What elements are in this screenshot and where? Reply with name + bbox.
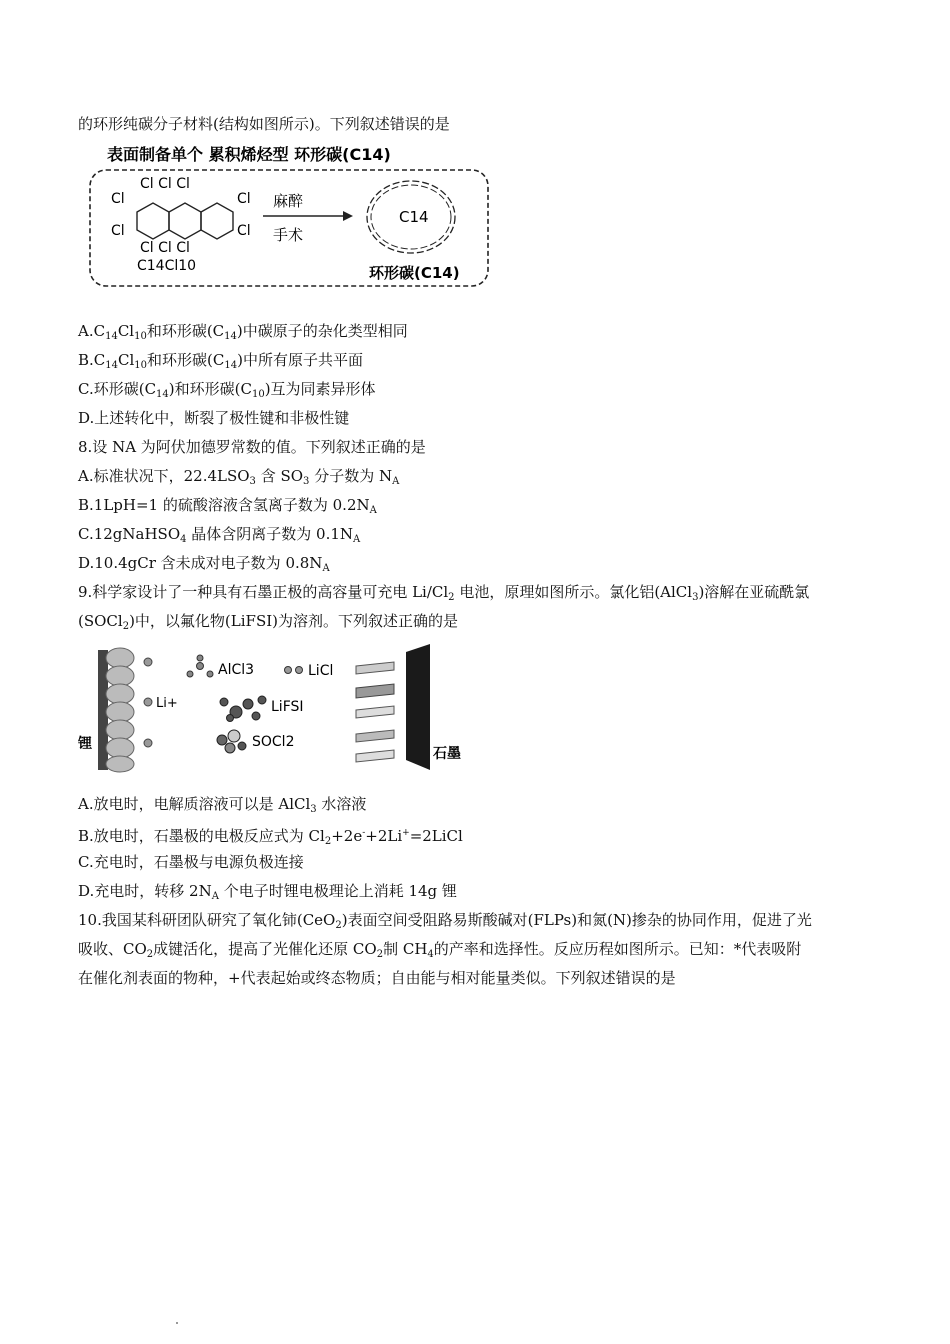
q7-option-b: $B.C_{14}Cl_{10}$和环形碳$(C_{14})$中所有原子共平面 [78,351,363,371]
figure-li-cl2-battery [76,640,476,775]
figure1-header: 表面制备单个 累积烯烃型 环形碳(C14) [107,145,391,164]
lithium-atoms [106,648,134,772]
arrow-bottom-label: 手术 [273,226,304,244]
q7-option-d: D.上述转化中，断裂了极性键和非极性键 [78,409,350,427]
q8-stem: 8.设 NA 为阿伏加德罗常数的值。下列叙述正确的是 [78,438,426,456]
cl-side-3: Cl [237,191,251,207]
q9-option-a: A.放电时，电解质溶液可以是 AlCl$_3$ 水溶液 [78,795,367,815]
socl2-label: SOCl2 [252,734,295,750]
li-ion-label: Li+ [156,696,178,711]
q9-option-d: D.充电时，转移 $2N_A$ 个电子时锂电极理论上消耗 14g 锂 [78,882,457,902]
intro-text: 的环形纯碳分子材料(结构如图所示)。下列叙述错误的是 [78,115,450,133]
q9-option-b: B.放电时，石墨极的电极反应式为 $Cl_2+2e^-+2Li^+=2LiCl$ [78,827,463,847]
arrow-top-label: 麻醉 [273,192,304,210]
q9-stem-line2: (SOCl$_2$)中，以氟化物(LiFSI)为溶剂。下列叙述正确的是 [78,612,459,632]
alcl3-label: AlCl3 [218,662,255,678]
figure-cyclocarbon-synthesis [85,140,495,292]
q7-option-a: $A.C_{14}Cl_{10}$和环形碳$(C_{14})$中碳原子的杂化类型相同 [78,322,408,342]
graphite-label: 石墨 [433,746,461,762]
q8-option-d: D.10.4gCr 含未成对电子数为 $0.8N_A$ [78,554,330,574]
q9-stem-line1: 9.科学家设计了一种具有石墨正极的高容量可充电 $Li/Cl_2$ 电池，原理如图所示。氯化铝(AlCl$_3$)溶解在亚硫酰氯 [78,583,810,603]
cl-top-atoms: Cl Cl Cl [140,176,190,192]
ring-label: C14 [399,208,429,226]
socl2-icon [217,730,246,753]
licl-label: LiCl [308,663,334,679]
q10-stem-line2: 吸收、$CO_2$成键活化，提高了光催化还原 $CO_2$制 $CH_4$的产率和选择性。反应历程如图所示。已知：*代表吸附 [78,940,802,960]
reactant-formula: C14Cl10 [137,258,197,274]
alcl3-icon [187,655,213,677]
q8-option-b: B.1LpH=1 的硫酸溶液含氢离子数为 $0.2N_A$ [78,496,377,516]
page-mark [176,1322,178,1324]
q8-option-a: A.标准状况下，$22.4LSO_3$ 含 $SO_3$ 分子数为 $N_A$ [78,467,400,487]
graphite-layers [356,662,394,762]
product-label: 环形碳(C14) [369,264,460,282]
c14cl10-molecule [137,203,233,239]
cl-side-2: Cl [111,223,125,239]
cl-side-1: Cl [111,191,125,207]
cl-bottom-atoms: Cl Cl Cl [140,240,190,256]
q9-option-c: C.充电时，石墨极与电源负极连接 [78,853,304,871]
lifsi-label: LiFSI [271,699,304,715]
q8-option-c: C.12gNaHSO$_4$ 晶体含阴离子数为 $0.1N_A$ [78,525,361,545]
licl-icon [285,667,303,674]
q10-stem-line1: 10.我国某科研团队研究了氧化铈(CeO$_2$)表面空间受阻路易斯酸碱对(FLPs)和氮(N)掺杂的协同作用，促进了光 [78,911,812,931]
q10-stem-line3: 在催化剂表面的物种，+代表起始或终态物质；自由能与相对能量类似。下列叙述错误的是 [78,969,676,987]
lithium-label: 锂 [78,736,92,752]
lifsi-icon [220,696,266,722]
cl-side-4: Cl [237,223,251,239]
q7-option-c: C.环形碳$(C_{14})$和环形碳$(C_{10})$互为同素异形体 [78,380,376,400]
